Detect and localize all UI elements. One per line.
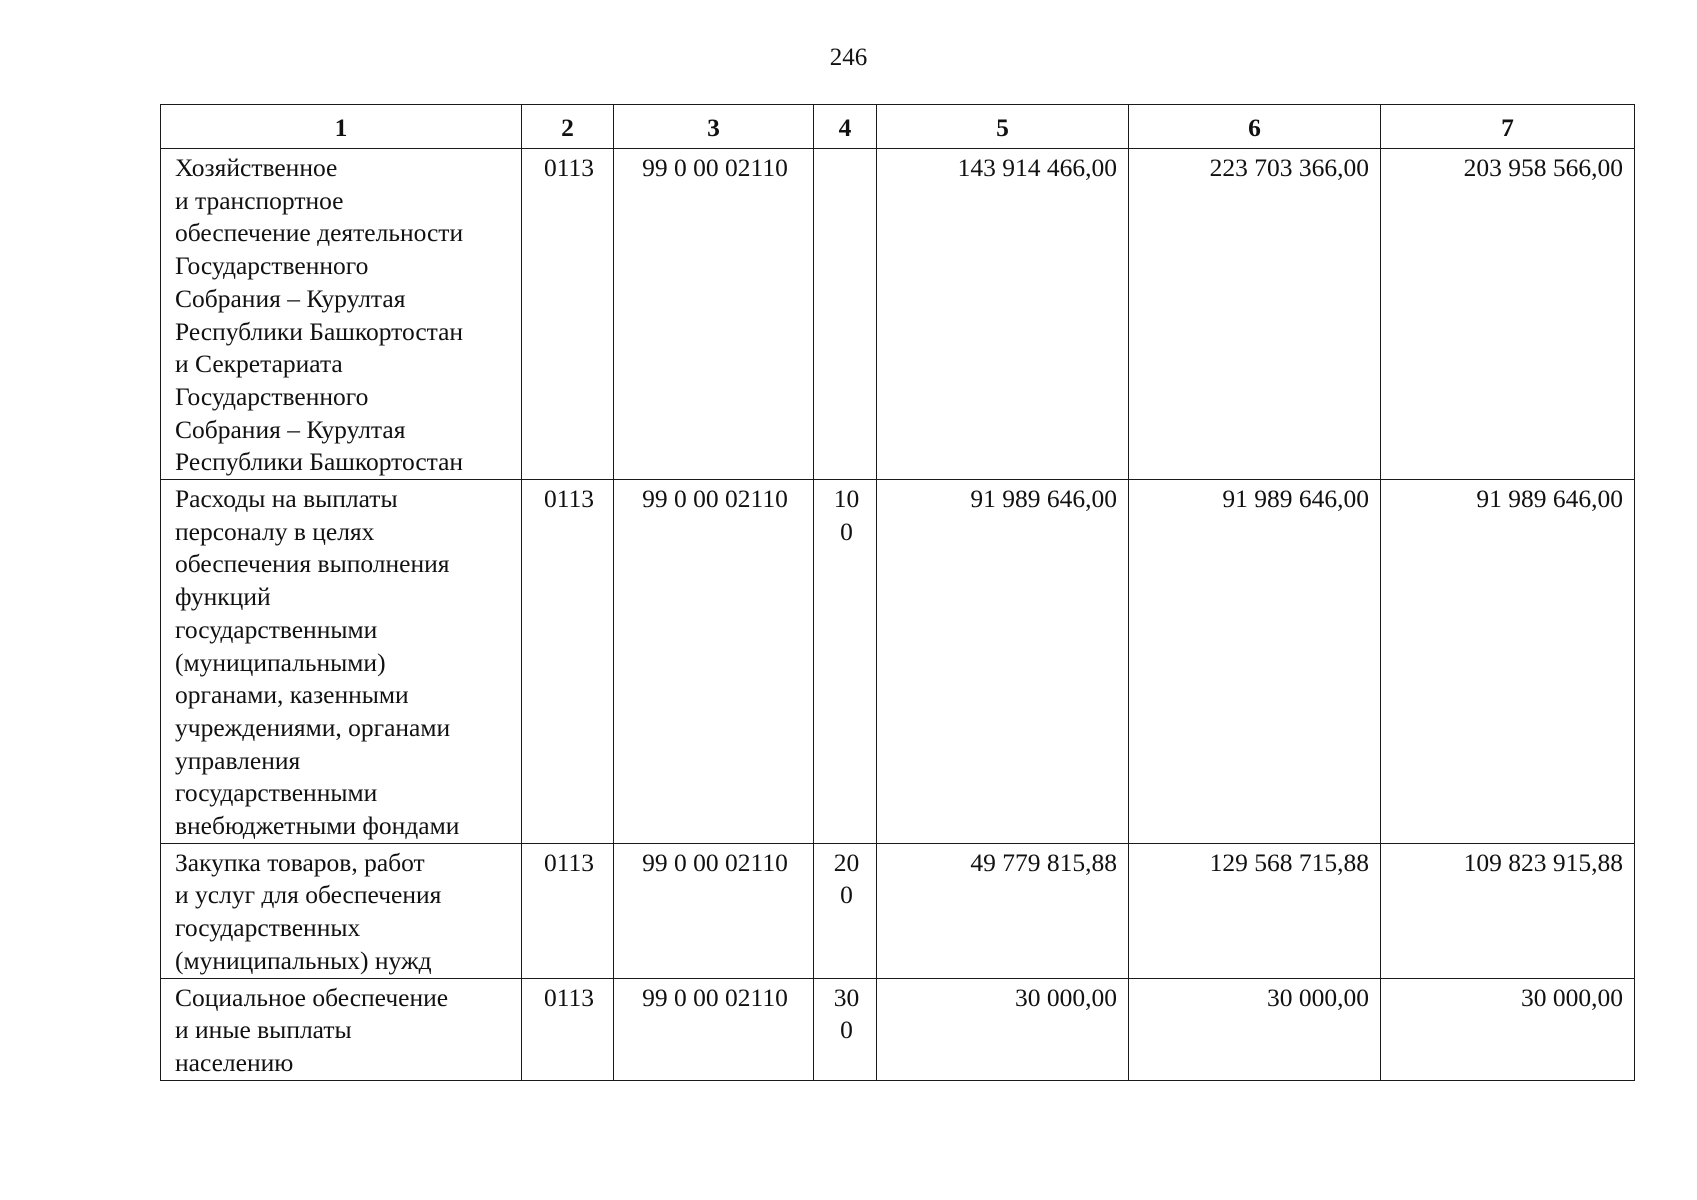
- row-name-line: внебюджетными фондами: [175, 811, 460, 841]
- row-name-line: и Секретариата: [175, 349, 343, 379]
- row-name-line: государственными: [175, 614, 378, 644]
- page-number: 246: [829, 44, 868, 71]
- row-name-line: учреждениями, органами: [175, 712, 451, 742]
- expense-type-cell: 100: [814, 480, 877, 844]
- header-col-1: 1: [161, 105, 522, 149]
- row-name-line: населению: [175, 1047, 294, 1077]
- amount-col-7-cell: 109 823 915,88: [1381, 843, 1635, 978]
- row-name-line: обеспечения выполнения: [175, 549, 450, 579]
- amount-col-5-cell: 30 000,00: [877, 978, 1129, 1080]
- amount-col-7-cell: 30 000,00: [1381, 978, 1635, 1080]
- table-header-row: [161, 105, 1635, 149]
- row-name-line: Государственного: [175, 251, 369, 281]
- amount-col-5-cell: 91 989 646,00: [877, 480, 1129, 844]
- row-name-line: государственными: [175, 778, 378, 808]
- row-name-line: Собрания – Курултая: [175, 414, 406, 444]
- header-col-2: 2: [522, 105, 614, 149]
- row-name-line: Социальное обеспечение: [175, 982, 449, 1012]
- header-col-6: 6: [1129, 105, 1381, 149]
- row-name-line: персоналу в целях: [175, 516, 375, 546]
- row-name-line: Закупка товаров, работ: [175, 847, 425, 877]
- expense-type-cell: 200: [814, 843, 877, 978]
- row-name-cell: [161, 480, 522, 844]
- row-name-line: (муниципальными): [175, 647, 386, 677]
- row-name-cell: [161, 843, 522, 978]
- header-col-3: 3: [614, 105, 814, 149]
- header-col-7: 7: [1381, 105, 1635, 149]
- row-name-line: и иные выплаты: [175, 1015, 352, 1045]
- row-name-line: и услуг для обеспечения: [175, 880, 442, 910]
- row-name-line: Республики Башкортостан: [175, 447, 464, 477]
- row-name-line: Собрания – Курултая: [175, 283, 406, 313]
- amount-col-6-cell: 223 703 366,00: [1129, 149, 1381, 480]
- amount-col-5-cell: 49 779 815,88: [877, 843, 1129, 978]
- target-article-cell: 99 0 00 02110: [614, 978, 814, 1080]
- amount-col-5-cell: 143 914 466,00: [877, 149, 1129, 480]
- header-col-5: 5: [877, 105, 1129, 149]
- amount-col-6-cell: 91 989 646,00: [1129, 480, 1381, 844]
- target-article-cell: 99 0 00 02110: [614, 149, 814, 480]
- expense-type-cell: 300: [814, 978, 877, 1080]
- row-name-line: Расходы на выплаты: [175, 484, 398, 514]
- row-name-line: Республики Башкортостан: [175, 316, 464, 346]
- header-col-4: 4: [814, 105, 877, 149]
- section-code-cell: 0113: [522, 149, 614, 480]
- budget-table: [160, 104, 1635, 1081]
- row-name-line: органами, казенными: [175, 680, 409, 710]
- row-name-cell: [161, 149, 522, 480]
- expense-type-cell: [814, 149, 877, 480]
- amount-col-7-cell: 203 958 566,00: [1381, 149, 1635, 480]
- row-name-line: и транспортное: [175, 185, 344, 215]
- table-row: [161, 149, 1635, 480]
- row-name-line: обеспечение деятельности: [175, 218, 464, 248]
- section-code-cell: 0113: [522, 843, 614, 978]
- table-row: [161, 843, 1635, 978]
- row-name-line: Государственного: [175, 381, 369, 411]
- row-name-line: управления: [175, 745, 301, 775]
- table-row: [161, 480, 1635, 844]
- amount-col-7-cell: 91 989 646,00: [1381, 480, 1635, 844]
- table-row: [161, 978, 1635, 1080]
- row-name-line: функций: [175, 582, 271, 612]
- row-name-cell: [161, 978, 522, 1080]
- section-code-cell: 0113: [522, 978, 614, 1080]
- amount-col-6-cell: 30 000,00: [1129, 978, 1381, 1080]
- section-code-cell: 0113: [522, 480, 614, 844]
- target-article-cell: 99 0 00 02110: [614, 843, 814, 978]
- target-article-cell: 99 0 00 02110: [614, 480, 814, 844]
- row-name-line: Хозяйственное: [175, 153, 338, 182]
- row-name-line: (муниципальных) нужд: [175, 945, 432, 975]
- row-name-line: государственных: [175, 913, 361, 943]
- amount-col-6-cell: 129 568 715,88: [1129, 843, 1381, 978]
